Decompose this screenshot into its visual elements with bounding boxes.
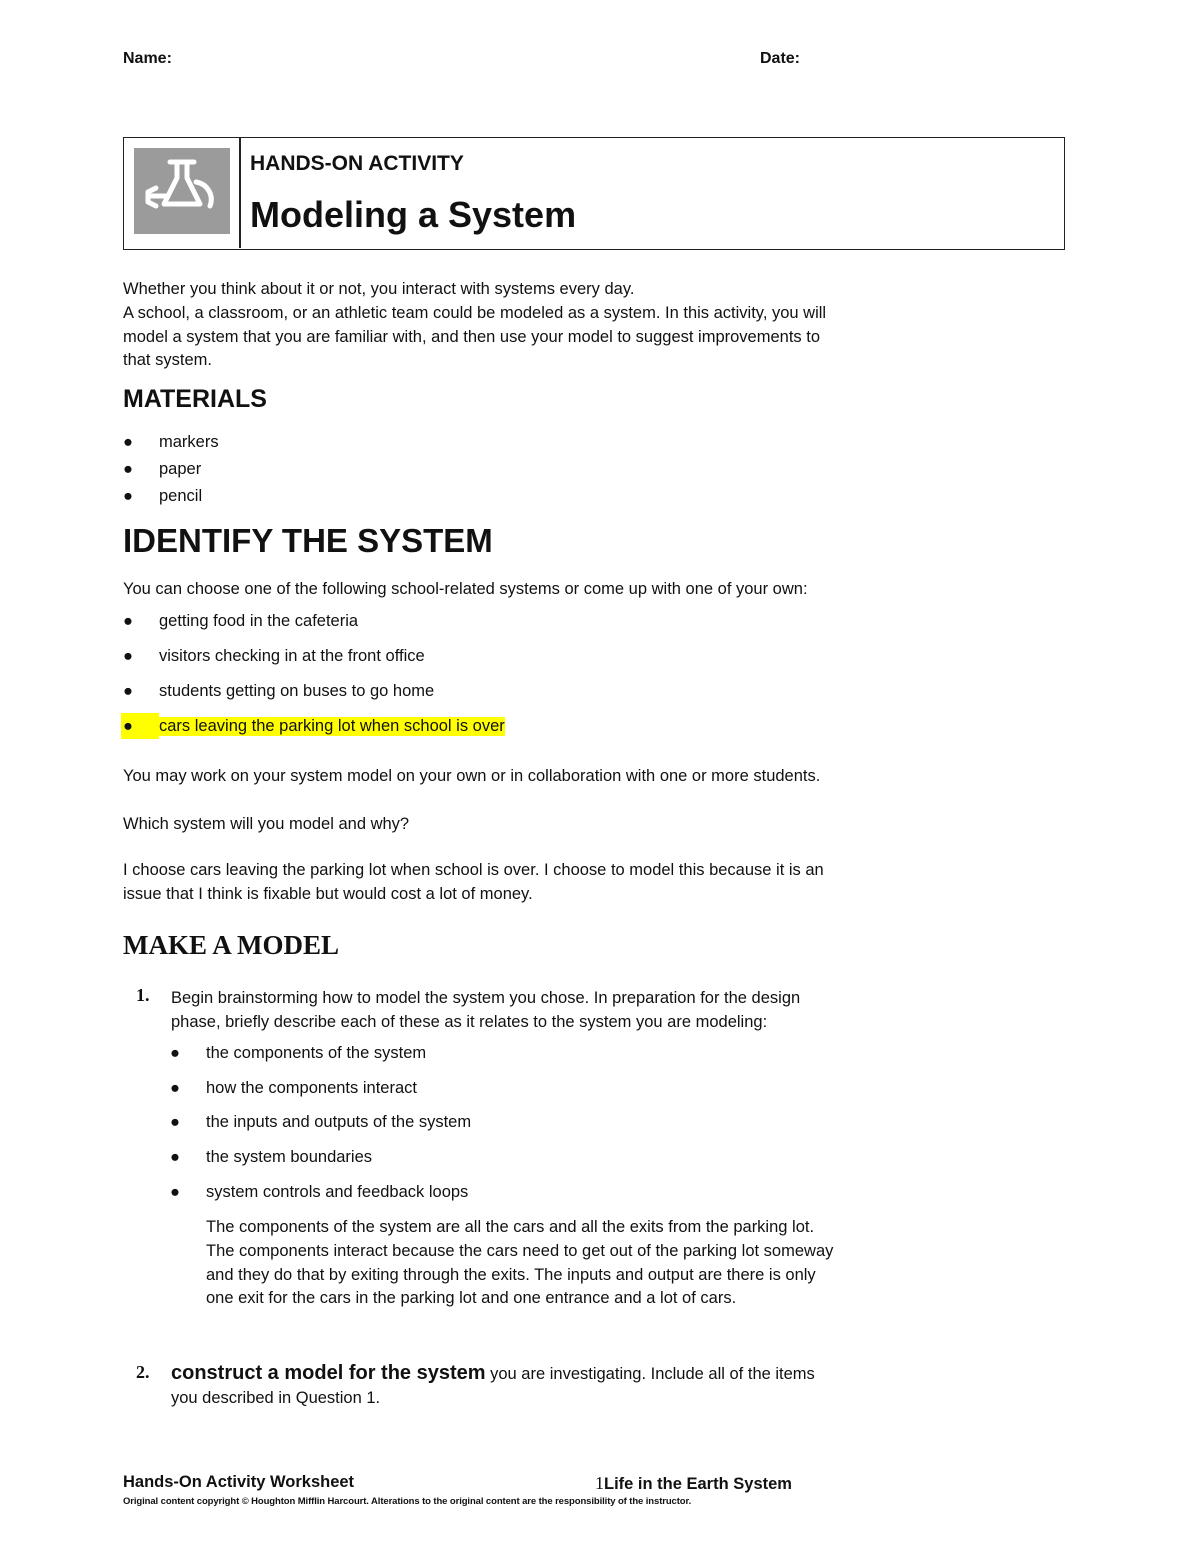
question-number: 1. xyxy=(136,985,150,1005)
intro-line-1: Whether you think about it or not, you interact with systems every day. xyxy=(123,280,635,298)
footer-left: Hands-On Activity Worksheet xyxy=(123,1473,355,1491)
identify-heading: IDENTIFY THE SYSTEM xyxy=(123,522,493,559)
materials-heading: MATERIALS xyxy=(123,385,267,413)
q2-line-2: you described in Question 1. xyxy=(171,1389,381,1407)
q1-answer-line-1: The components of the system are all the cars and all the exits from the parking lot. xyxy=(206,1218,815,1236)
banner-divider xyxy=(239,138,241,248)
bullet-icon: ● xyxy=(123,433,133,451)
footer-right xyxy=(595,1473,792,1494)
bullet-icon: ● xyxy=(170,1079,180,1097)
bullet-icon: ● xyxy=(170,1044,180,1062)
date-label: Date: xyxy=(760,50,801,67)
answer-line-2: issue that I think is fixable but would cost a lot of money. xyxy=(123,885,533,903)
footer-course: Life in the Earth System xyxy=(604,1475,792,1493)
q2-line-1 xyxy=(171,1361,951,1386)
collab-text: You may work on your system model on your own or in collaboration with one or more students. xyxy=(123,767,821,785)
intro-line-2: A school, a classroom, or an athletic team could be modeled as a system. In this activity, you will xyxy=(123,304,827,322)
identify-prompt: You can choose one of the following school-related systems or come up with one of your own: xyxy=(123,580,808,598)
page-title: Modeling a System xyxy=(250,194,577,235)
intro-line-4: that system. xyxy=(123,351,212,369)
q1-line-1: Begin brainstorming how to model the system you chose. In preparation for the design xyxy=(171,989,801,1007)
question-number: 2. xyxy=(136,1362,150,1382)
make-model-heading: MAKE A MODEL xyxy=(123,930,340,960)
activity-banner xyxy=(123,137,1065,250)
bullet-icon: ● xyxy=(170,1183,180,1201)
q2-rest-text: you are investigating. Include all of the items xyxy=(485,1365,815,1383)
bullet-icon: ● xyxy=(123,460,133,478)
bullet-icon: ● xyxy=(123,647,133,665)
answer-line-1: I choose cars leaving the parking lot when school is over. I choose to model this because it is an xyxy=(123,861,824,879)
question-text: Which system will you model and why? xyxy=(123,815,410,833)
bullet-icon: ● xyxy=(123,682,133,700)
name-label: Name: xyxy=(123,50,172,67)
bullet-icon: ● xyxy=(123,487,133,505)
bullet-icon: ● xyxy=(123,717,133,735)
bullet-icon: ● xyxy=(170,1113,180,1131)
copyright-text: Original content copyright © Houghton Mifflin Harcourt. Alterations to the original content are the responsibility of the instructor. xyxy=(123,1496,692,1507)
q2-bold-text: construct a model for the system xyxy=(171,1362,486,1384)
q1-line-2: phase, briefly describe each of these as it relates to the system you are modeling: xyxy=(171,1013,768,1031)
bullet-icon: ● xyxy=(170,1148,180,1166)
intro-line-3: model a system that you are familiar with, and then use your model to suggest improvements to xyxy=(123,328,821,346)
page-number: 1 xyxy=(595,1473,604,1493)
q1-answer-line-2: The components interact because the cars need to get out of the parking lot someway xyxy=(206,1242,834,1260)
q1-answer-line-3: and they do that by exiting through the exits. The inputs and output are there is only xyxy=(206,1266,816,1284)
activity-kicker: HANDS-ON ACTIVITY xyxy=(250,152,464,175)
q1-answer-line-4: one exit for the cars in the parking lot and one entrance and a lot of cars. xyxy=(206,1289,737,1307)
bullet-icon: ● xyxy=(123,612,133,630)
flask-hand-icon xyxy=(134,148,230,234)
